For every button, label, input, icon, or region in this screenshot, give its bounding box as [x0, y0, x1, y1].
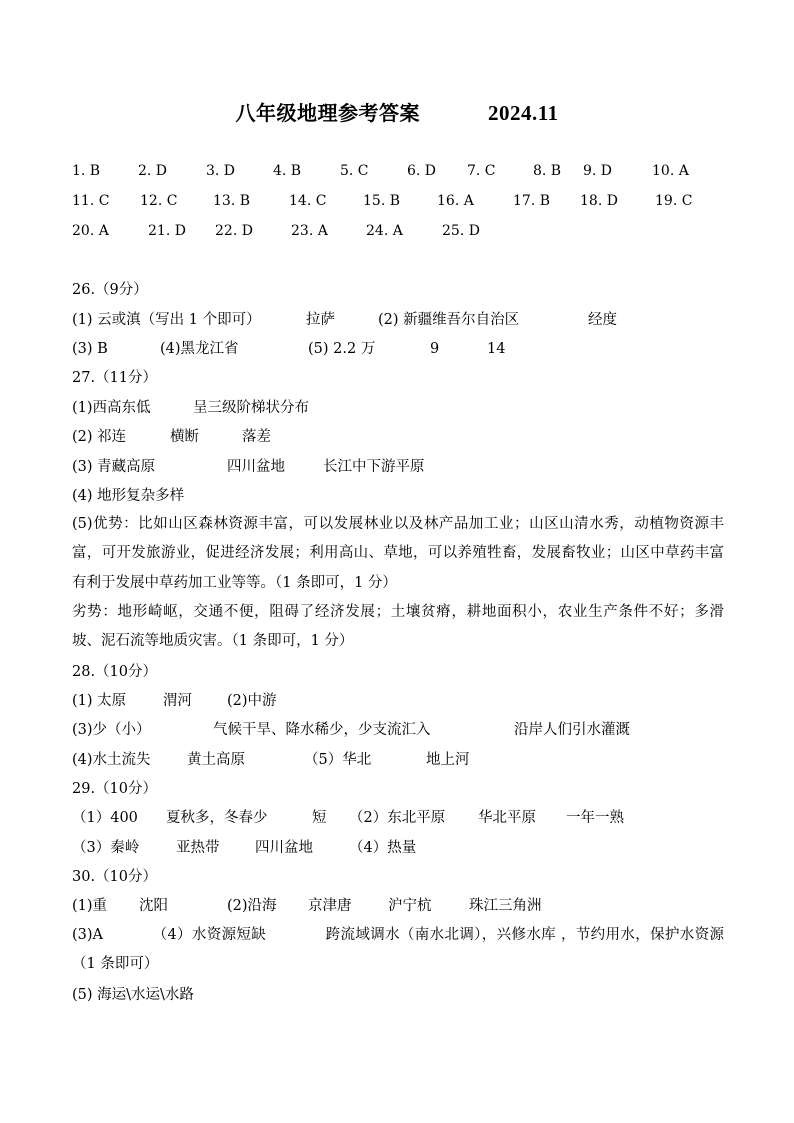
- q29-answer: 夏秋多，冬春少: [166, 810, 268, 826]
- q27-answer: 横断: [170, 429, 199, 445]
- mc-answer: 15. B: [363, 193, 401, 209]
- q29-answer: （4）热量: [349, 840, 417, 856]
- mc-answer: 16. A: [437, 193, 474, 209]
- mc-answer: 10. A: [652, 163, 689, 179]
- q27-answer: 落差: [242, 429, 271, 445]
- q30-answer: 京津唐: [308, 898, 352, 914]
- q27-head-text: 27.（11分）: [72, 370, 158, 386]
- mc-answer: 9. D: [583, 163, 613, 179]
- q27-answer: 呈三级阶梯状分布: [193, 400, 309, 416]
- document-title: [0, 97, 794, 126]
- mc-answer: 1. B: [72, 163, 101, 179]
- q27-answer: 长江中下游平原: [323, 459, 425, 475]
- q29-answer: 四川盆地: [255, 840, 313, 856]
- q28-answer: (3)少（小）: [72, 722, 151, 738]
- q27-answer: (1)西高东低: [72, 400, 151, 416]
- q26-answer: 9: [430, 341, 440, 357]
- mc-answer: 3. D: [206, 163, 236, 179]
- mc-answer: 14. C: [289, 193, 327, 209]
- q26-answer: (4)黑龙江省: [160, 341, 239, 357]
- mc-answer: 4. B: [273, 163, 302, 179]
- mc-answer: 7. C: [467, 163, 496, 179]
- q30-answer: (2)沿海: [227, 898, 277, 914]
- mc-answer: 19. C: [655, 193, 693, 209]
- q26-answer: 经度: [588, 312, 617, 328]
- q30-answer: (1)重: [72, 898, 108, 914]
- q29-head-text: 29.（10分）: [72, 781, 158, 797]
- mc-answer: 11. C: [72, 193, 110, 209]
- mc-answer: 5. C: [340, 163, 369, 179]
- q28-answer: （5）华北: [304, 752, 372, 768]
- q29-answer: 一年一熟: [566, 810, 624, 826]
- mc-answer: 20. A: [72, 223, 109, 239]
- q29-answer: 华北平原: [478, 810, 536, 826]
- q27-answer: (3) 青藏高原: [72, 459, 156, 475]
- q28-answer: 地上河: [426, 752, 470, 768]
- q26-head-text: 26.（9分）: [72, 282, 148, 298]
- mc-answer: 21. D: [148, 223, 186, 239]
- mc-answer: 18. D: [580, 193, 618, 209]
- q29-answer: 亚热带: [176, 840, 220, 856]
- q28-answer: (4)水土流失: [72, 752, 151, 768]
- mc-answer: 2. D: [138, 163, 168, 179]
- q28-answer: 黄土高原: [187, 752, 245, 768]
- mc-answer: 24. A: [366, 223, 403, 239]
- q28-answer: (2)中游: [227, 693, 277, 709]
- mc-answer: 22. D: [215, 223, 253, 239]
- q30-line-2: (3)A （4）水资源短缺 跨流域调水（南水北调），兴修水库 ，节约用水，保护水资源（1 条即可）: [72, 927, 724, 973]
- q28-answer: (1) 太原: [72, 693, 127, 709]
- title-text: 八年级地理参考答案: [235, 101, 420, 125]
- q27-answer: (2) 祁连: [72, 429, 127, 445]
- q27-advantages: (5)优势：比如山区森林资源丰富，可以发展林业以及林产品加工业；山区山清水秀，动植物资源丰富，可开发旅游业，促进经济发展；利用高山、草地，可以养殖牲畜，发展畜牧业；山区中草药丰富有利于发展中草药加工业等等。（1 条即可，1 分）: [72, 516, 724, 591]
- q30-answer: 沈阳: [139, 898, 168, 914]
- q27-answer: 四川盆地: [227, 459, 285, 475]
- q30-answer: 沪宁杭: [388, 898, 432, 914]
- q30-head-text: 30.（10分）: [72, 869, 158, 885]
- q26-answer: (2) 新疆维吾尔自治区: [378, 312, 520, 328]
- mc-answer: 12. C: [140, 193, 178, 209]
- q30-answer: 珠江三角洲: [469, 898, 542, 914]
- mc-answer: 23. A: [291, 223, 328, 239]
- q26-answer: 14: [487, 341, 506, 357]
- title-date: 2024.11: [487, 101, 559, 125]
- q27-disadvantages: 劣势：地形崎岖，交通不便，阻碍了经济发展；土壤贫瘠，耕地面积小，农业生产条件不好；多滑坡、泥石流等地质灾害。（1 条即可，1 分）: [72, 604, 724, 650]
- q28-answer: 沿岸人们引水灌溉: [514, 722, 630, 738]
- q29-answer: （3）秦岭: [72, 840, 140, 856]
- mc-answer: 6. D: [407, 163, 437, 179]
- q29-answer: （1）400: [72, 810, 138, 826]
- q26-answer: (3) B: [72, 341, 108, 357]
- q29-answer: （2）东北平原: [349, 810, 446, 826]
- mc-answer: 25. D: [442, 223, 480, 239]
- q30-answer: (5) 海运\水运\水路: [72, 987, 194, 1003]
- q29-answer: 短: [312, 810, 327, 826]
- mc-answer: 13. B: [213, 193, 251, 209]
- q26-answer: 拉萨: [306, 312, 335, 328]
- q26-answer: (5) 2.2 万: [308, 341, 376, 357]
- mc-answer: 8. B: [533, 163, 562, 179]
- q28-answer: 渭河: [163, 693, 192, 709]
- q28-answer: 气候干旱、降水稀少，少支流汇入: [213, 722, 431, 738]
- q27-answer: (4) 地形复杂多样: [72, 488, 185, 504]
- q26-answer: (1) 云或滇（写出 1 个即可）: [72, 312, 261, 328]
- q28-head-text: 28.（10分）: [72, 664, 158, 680]
- mc-answer: 17. B: [513, 193, 551, 209]
